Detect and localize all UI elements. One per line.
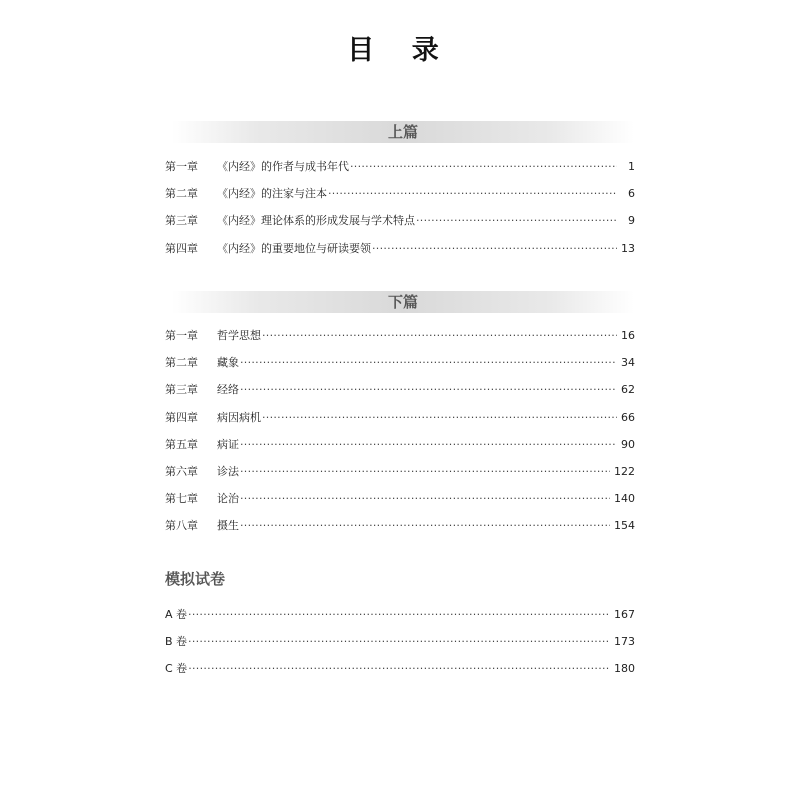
chapter-number: 第一章 [165,329,198,342]
exams-heading: 模拟试卷 [165,570,226,588]
dot-leader [188,608,610,621]
chapter-number: 第三章 [165,383,198,397]
dot-leader [262,411,617,424]
toc-entry[interactable] [165,327,635,354]
exam-title: A 卷 [165,608,188,621]
page-number: 167 [614,608,635,621]
toc-entry[interactable] [165,409,635,436]
chapter-title: 《内经》的注家与注本 [217,187,327,201]
dot-leader [240,356,617,369]
chapter-title: 病证 [217,437,239,451]
chapter-number: 第八章 [165,519,198,533]
toc-entry[interactable] [165,240,635,267]
chapter-number: 第五章 [165,437,198,451]
dot-leader [188,635,610,648]
part-banner-upper [172,121,634,143]
chapter-title: 经络 [217,383,239,397]
toc-entry[interactable] [165,354,635,381]
toc-entry[interactable] [165,660,635,687]
page-number: 13 [621,241,635,255]
chapter-number: 第六章 [165,464,198,478]
toc-list-upper [165,158,635,267]
chapter-number: 第四章 [165,241,198,255]
chapter-title: 论治 [217,492,239,506]
dot-leader [240,438,617,451]
dot-leader [240,492,610,505]
chapter-title: 摄生 [217,519,239,533]
page-number: 122 [614,464,635,478]
page-number: 90 [621,437,635,451]
toc-entry[interactable] [165,633,635,660]
dot-leader [240,519,610,532]
dot-leader [240,383,617,396]
chapter-title: 病因病机 [217,410,261,424]
chapter-title: 《内经》理论体系的形成发展与学术特点 [217,214,415,228]
toc-entry[interactable] [165,517,635,544]
chapter-title: 哲学思想 [217,329,261,342]
part-banner-lower [172,291,634,313]
page-number: 1 [628,160,635,173]
chapter-number: 第七章 [165,492,198,506]
dot-leader [372,242,617,255]
chapter-number: 第二章 [165,356,198,370]
toc-entry[interactable] [165,606,635,633]
exam-title: B 卷 [165,635,188,649]
dot-leader [350,160,617,173]
page-number: 16 [621,329,635,342]
chapter-title: 《内经》的重要地位与研读要领 [217,241,371,255]
part-label-lower: 下篇 [387,293,418,311]
toc-entry[interactable] [165,490,635,517]
chapter-number: 第三章 [165,214,198,228]
exam-title: C 卷 [165,662,188,676]
dot-leader [188,662,610,675]
page-title: 目 录 [347,35,453,66]
page-number: 173 [614,635,635,649]
chapter-number: 第四章 [165,410,198,424]
toc-entry[interactable] [165,158,635,185]
toc-entry[interactable] [165,185,635,212]
toc-entry[interactable] [165,381,635,408]
toc-entry[interactable] [165,212,635,239]
dot-leader [416,214,617,227]
chapter-title: 藏象 [217,356,239,370]
toc-list-exams [165,606,635,688]
page-number: 180 [614,662,635,676]
dot-leader [262,329,617,342]
page-number: 66 [621,410,635,424]
page-number: 154 [614,519,635,533]
chapter-title: 诊法 [217,464,239,478]
page-number: 62 [621,383,635,397]
chapter-number: 第一章 [165,160,198,173]
toc-list-lower [165,327,635,545]
page-number: 140 [614,492,635,506]
toc-entry[interactable] [165,463,635,490]
dot-leader [240,465,610,478]
page-number: 9 [628,214,635,228]
page-number: 6 [628,187,635,201]
chapter-title: 《内经》的作者与成书年代 [217,160,349,173]
chapter-number: 第二章 [165,187,198,201]
page-number: 34 [621,356,635,370]
part-label-upper: 上篇 [387,123,418,141]
toc-entry[interactable] [165,436,635,463]
dot-leader [328,187,617,200]
